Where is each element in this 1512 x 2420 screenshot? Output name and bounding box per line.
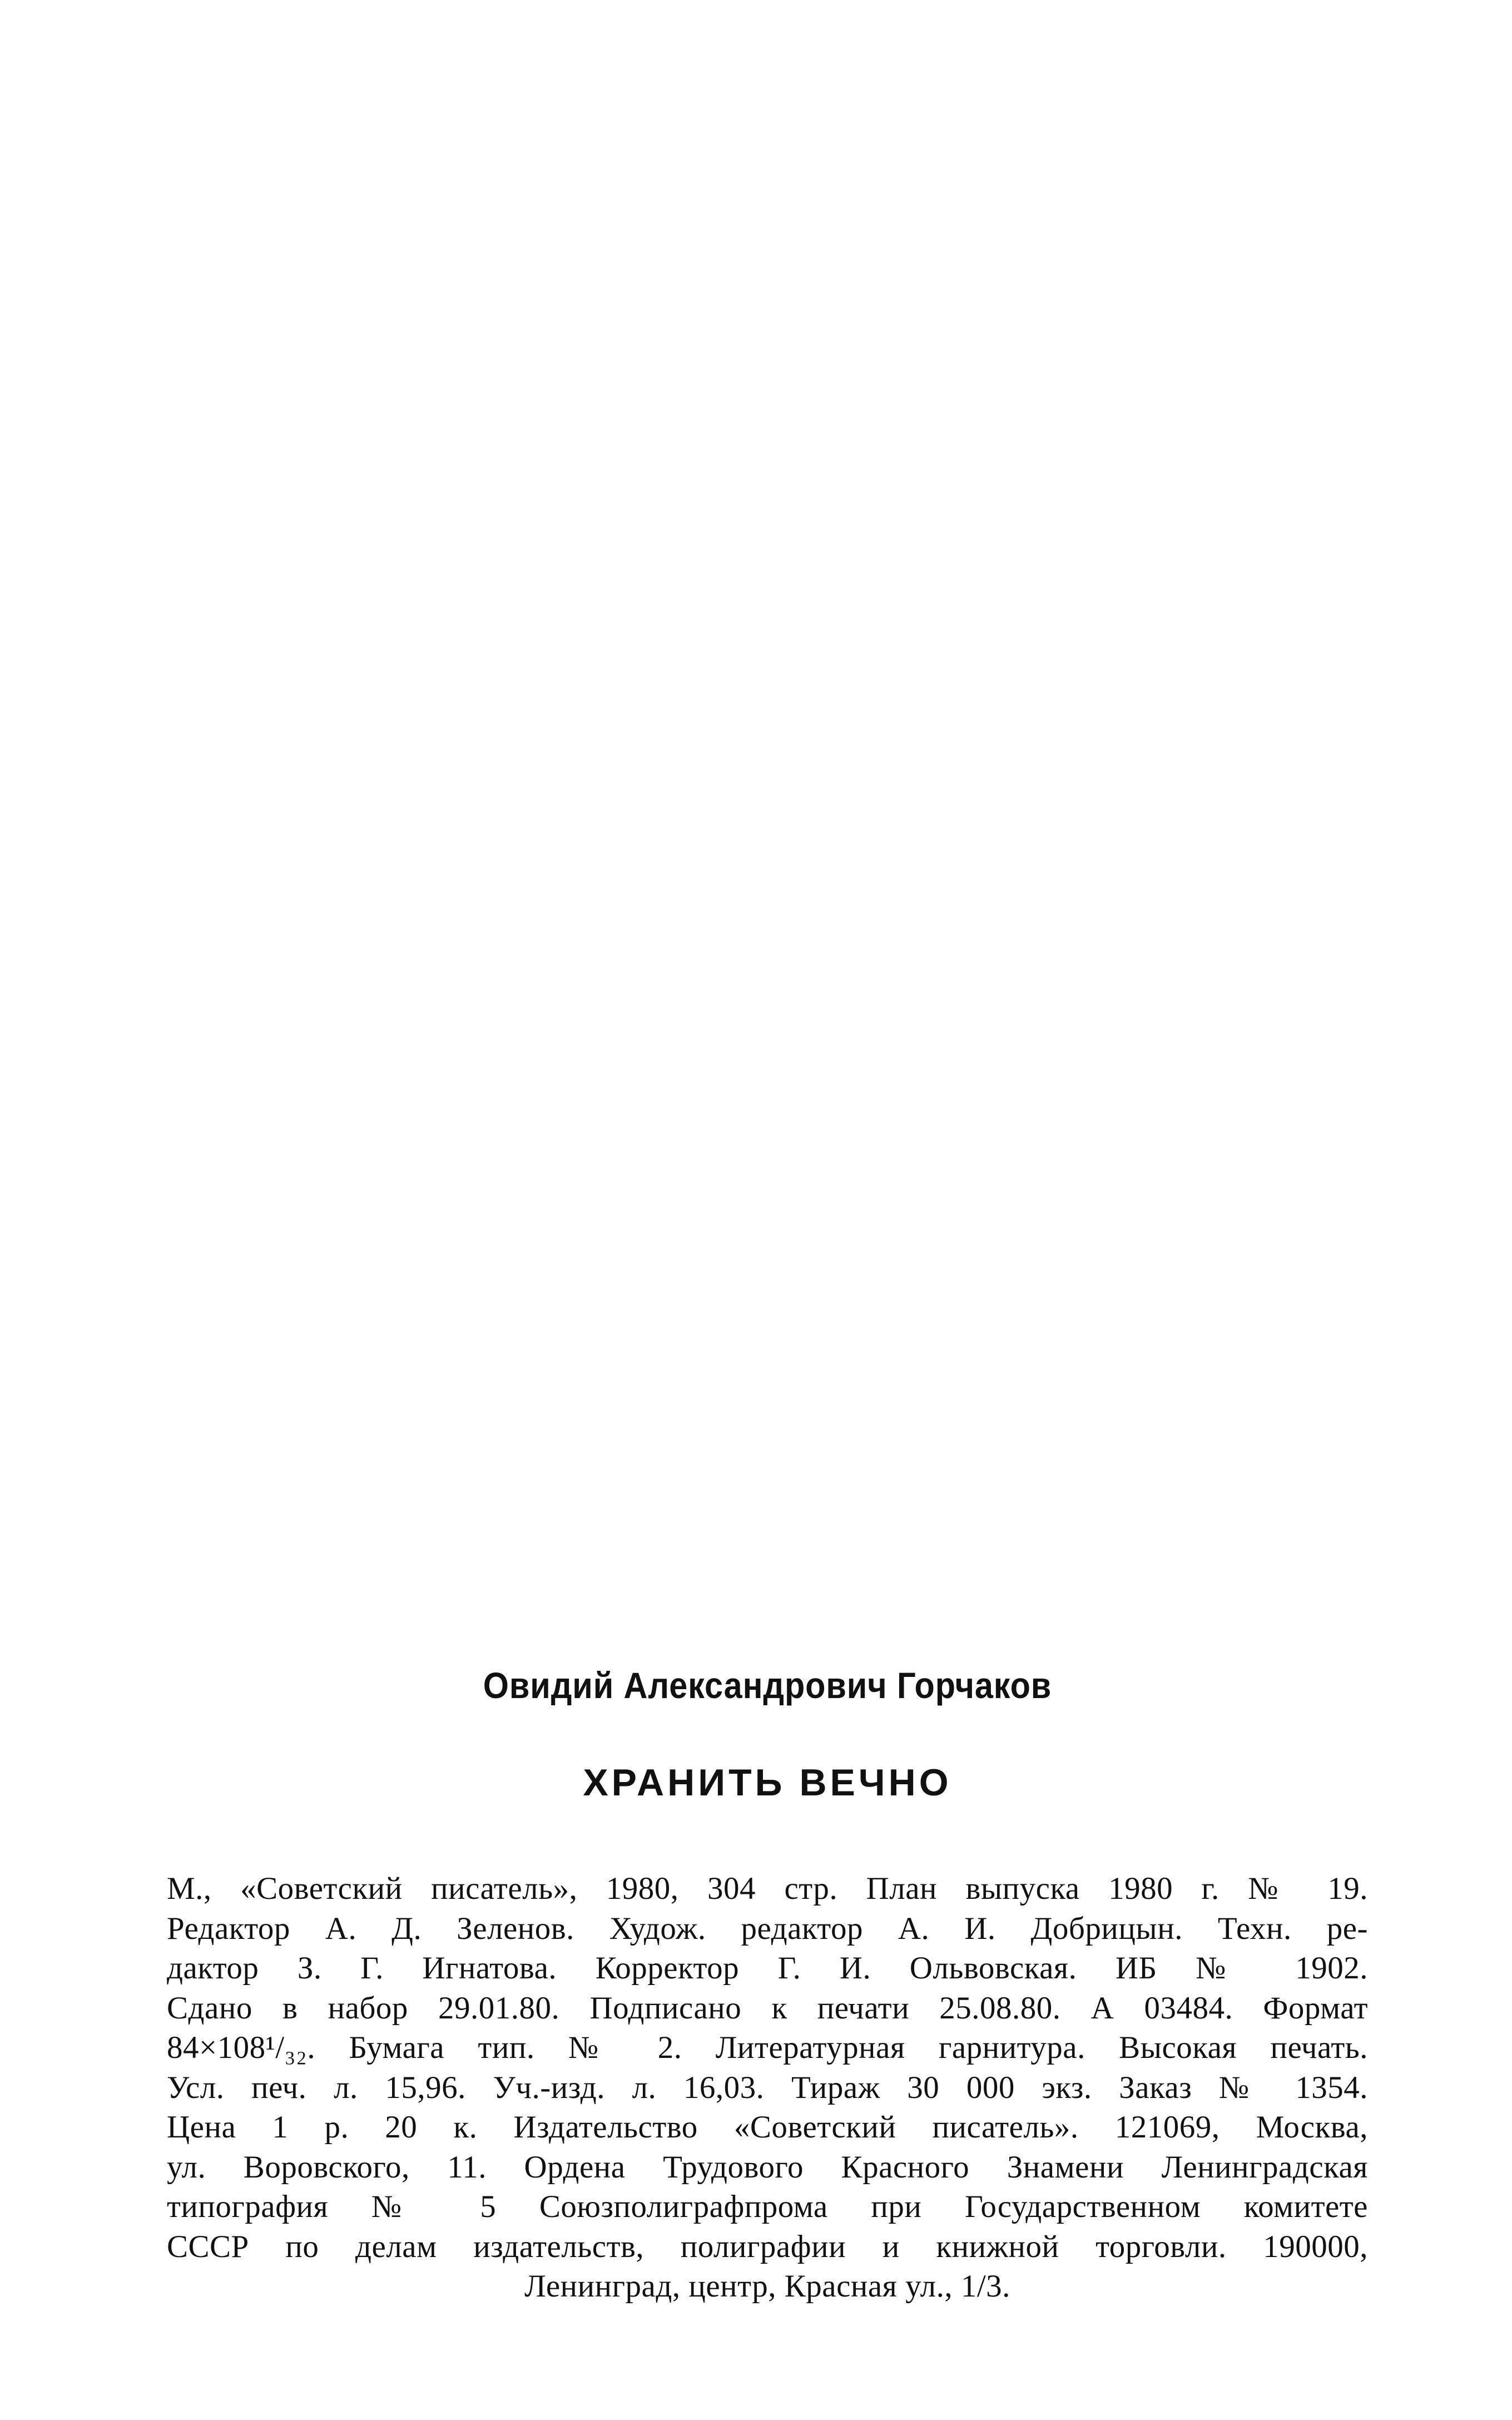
imprint-line: СССР по делам издательств, полиграфии и книжной торговли. 190000, — [167, 2229, 1368, 2264]
imprint-line: Ленинград, центр, Красная ул., 1/3. — [524, 2269, 1010, 2304]
imprint-line: 84×108¹/₃₂. Бумага тип. № 2. Литературная гарнитура. Высокая печать. — [167, 2030, 1368, 2065]
author-name: Овидий Александрович Горчаков — [483, 1665, 1052, 1706]
imprint-block — [167, 1869, 1368, 2307]
imprint-line: Сдано в набор 29.01.80. Подписано к печати 25.08.80. А 03484. Формат — [167, 1990, 1368, 2026]
imprint-line: Цена 1 р. 20 к. Издательство «Советский писатель». 121069, Москва, — [167, 2110, 1368, 2145]
imprint-line: М., «Советский писатель», 1980, 304 стр. План выпуска 1980 г. № 19. — [167, 1871, 1368, 1906]
imprint-line: ул. Воровского, 11. Ордена Трудового Красного Знамени Ленинградская — [167, 2149, 1368, 2185]
imprint-line: Редактор А. Д. Зеленов. Худож. редактор А. И. Добрицын. Техн. ре- — [167, 1911, 1368, 1946]
colophon — [167, 1663, 1368, 2307]
imprint-line: Усл. печ. л. 15,96. Уч.-изд. л. 16,03. Тираж 30 000 экз. Заказ № 1354. — [167, 2070, 1368, 2105]
book-title: ХРАНИТЬ ВЕЧНО — [583, 1761, 952, 1804]
imprint-line: дактор З. Г. Игнатова. Корректор Г. И. Ольвовская. ИБ № 1902. — [167, 1951, 1368, 1986]
imprint-line: типография № 5 Союзполиграфпрома при Государственном комитете — [167, 2189, 1368, 2224]
